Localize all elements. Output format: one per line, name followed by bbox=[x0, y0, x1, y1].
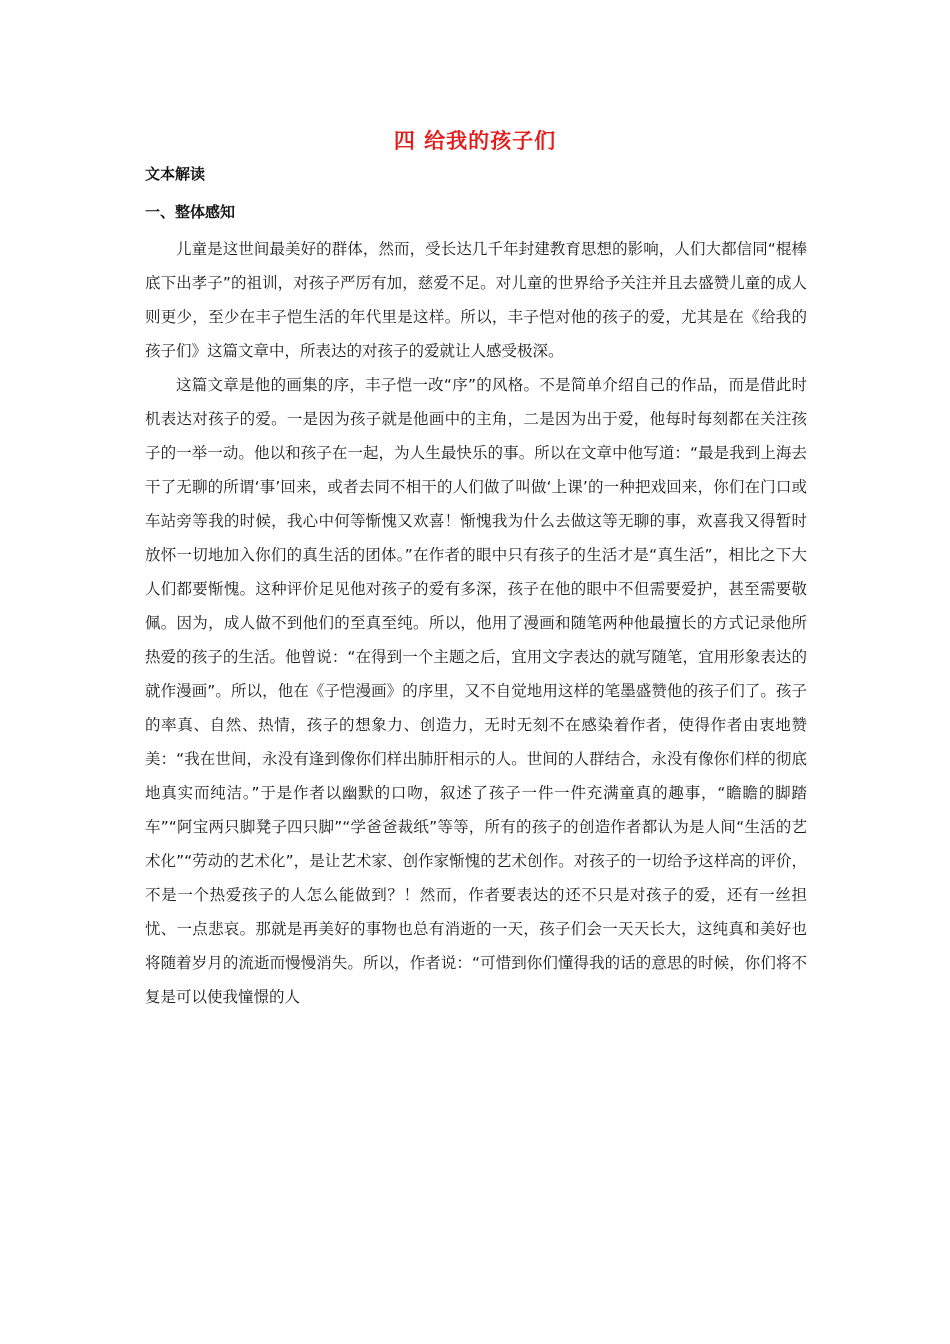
paragraph-2: 这篇文章是他的画集的序，丰子恺一改“序”的风格。不是简单介绍自己的作品，而是借此时机表达对孩子的爱。一是因为孩子就是他画中的主角，二是因为出于爱，他每时每刻都在关注孩子的一举一动。他以和孩子在一起，为人生最快乐的事。所以在文章中他写道：“最是我到上海去干了无聊的所谓‘事’回来，或者去同不相干的人们做了叫做‘上课’的一种把戏回来，你们在门口或车站旁等我的时候，我心中何等惭愧又欢喜！惭愧我为什么去做这等无聊的事，欢喜我又得暂时放怀一切地加入你们的真生活的团体。”在作者的眼中只有孩子的生活才是“真生活”，相比之下大人们都要惭愧。这种评价足见他对孩子的爱有多深，孩子在他的眼中不但需要爱护，甚至需要敬佩。因为，成人做不到他们的至真至纯。所以，他用了漫画和随笔两种他最擅长的方式记录他所热爱的孩子的生活。他曾说：“在得到一个主题之后，宜用文字表达的就写随笔，宜用形象表达的就作漫画”。所以，他在《子恺漫画》的序里，又不自觉地用这样的笔墨盛赞他的孩子们了。孩子的率真、自然、热情，孩子的想象力、创造力，无时无刻不在感染着作者，使得作者由衷地赞美：“我在世间，永没有逢到像你们样出肺肝相示的人。世间的人群结合，永没有像你们样的彻底地真实而纯洁。”于是作者以幽默的口吻，叙述了孩子一件一件充满童真的趣事，“瞻瞻的脚踏车”“阿宝两只脚凳子四只脚”“学爸爸裁纸”等等，所有的孩子的创造作者都认为是人间“生活的艺术化”“劳动的艺术化”，是让艺术家、创作家惭愧的艺术创作。对孩子的一切给予这样高的评价，不是一个热爱孩子的人怎么能做到？！然而，作者要表达的还不只是对孩子的爱，还有一丝担忧、一点悲哀。那就是再美好的事物也总有消逝的一天，孩子们会一天天长大，这纯真和美好也将随着岁月的流逝而慢慢消失。所以，作者说：“可惜到你们懂得我的话的意思的时候，你们将不复是可以使我憧憬的人 bbox=[145, 376, 807, 1006]
section-heading: 文本解读 bbox=[145, 165, 206, 183]
document-title: 四 给我的孩子们 bbox=[393, 129, 557, 153]
document-body bbox=[145, 232, 807, 1014]
paragraph-1: 儿童是这世间最美好的群体，然而，受长达几千年封建教育思想的影响，人们大都信同“棍棒底下出孝子”的祖训，对孩子严厉有加，慈爱不足。对儿童的世界给予关注并且去盛赞儿童的成人则更少，至少在丰子恺生活的年代里是这样。所以，丰子恺对他的孩子的爱，尤其是在《给我的孩子们》这篇文章中，所表达的对孩子的爱就让人感受极深。 bbox=[145, 240, 807, 360]
subsection-heading: 一、整体感知 bbox=[145, 203, 236, 221]
